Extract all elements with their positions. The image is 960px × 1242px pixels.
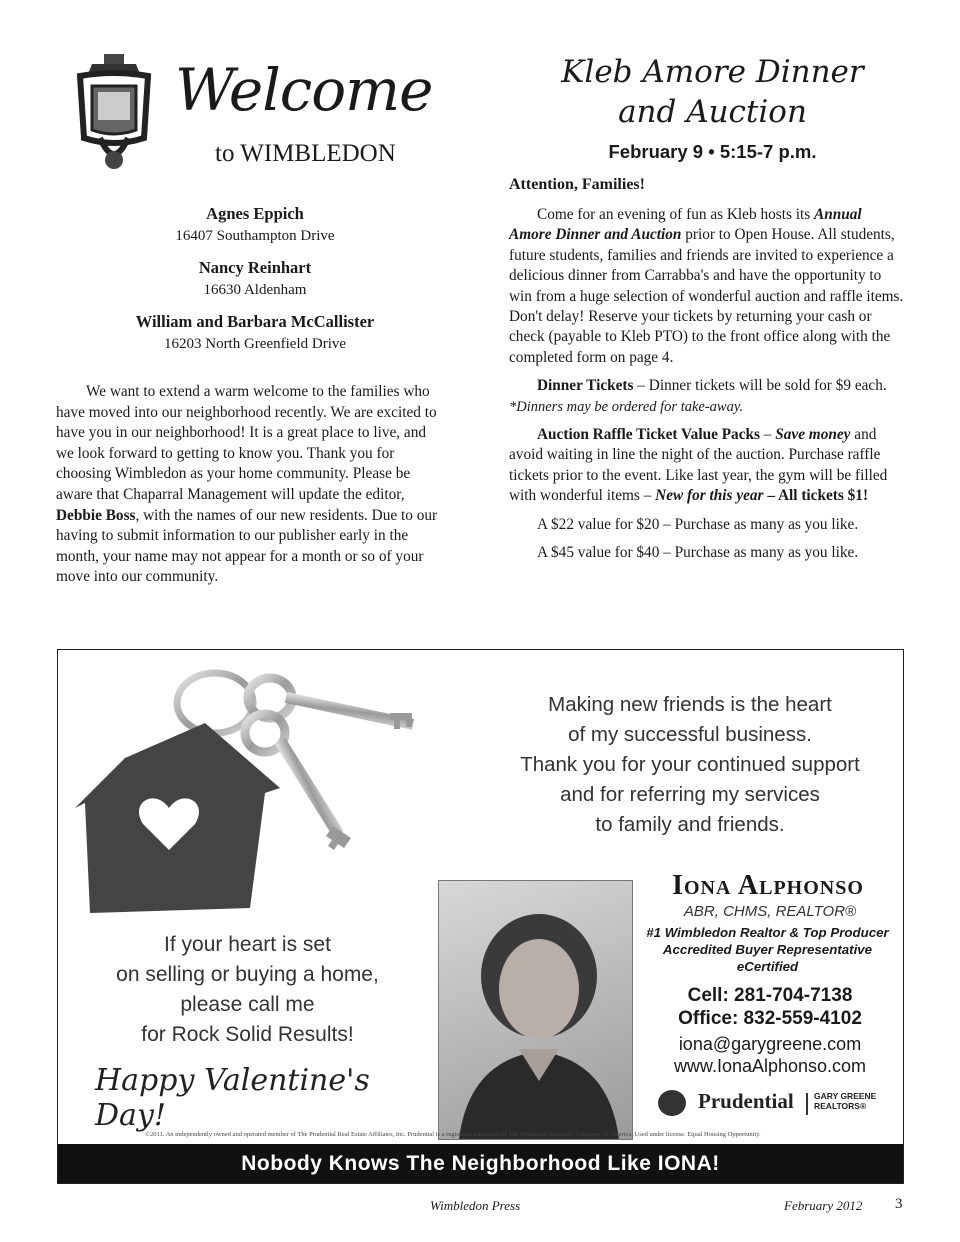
agent-titles [640,924,895,975]
agent-title-line: Accredited Buyer Representative [662,942,873,957]
footer-publication: Wimbledon Press [430,1198,521,1213]
ad-pitch-line: on selling or buying a home, [116,963,379,986]
resident-entry [105,258,405,299]
event-name-emphasis: Annual Amore Dinner and Auction [509,206,862,244]
door-knocker-icon [70,52,158,177]
ad-message-line: of my successful business. [568,723,812,746]
agent-title-line: #1 Wimbledon Realtor & Top Producer [646,925,889,940]
raffle-all: – All tickets $1! [763,487,869,505]
welcome-text-1: We want to extend a warm welcome to the families who have moved into our neighborhood recently. We are excited to have you in our neighborhood! It is a great place to live, and we look forward to getting to know you. Thank you for choosing Wimbledon as your home community. Please be aware that Chaparral Management will update the editor, [56,383,437,503]
event-title [520,52,905,132]
resident-address: 16630 Aldenham [203,282,307,298]
event-title-line-1: Kleb Amore Dinner [561,54,864,90]
resident-address: 16203 North Greenfield Drive [163,336,347,352]
ad-pitch-line: please call me [180,993,315,1016]
raffle-save: Save money [775,426,851,444]
raffle-new: New for this year [655,487,764,505]
logo-partner-line: GARY GREENE [814,1091,877,1101]
editor-name: Debbie Boss [56,506,136,524]
ad-pitch-line: If your heart is set [164,933,331,956]
prudential-logo [658,1088,878,1118]
raffle-label: Auction Raffle Ticket Value Packs [537,426,760,444]
event-text: prior to Open House. All students, future students, families and friends are invited to experience a delicious dinner from Carrabba's and have the opportunity to win from a huge selection of wonderful auction and raffle items. Don't delay! Reserve your tickets by returning your cash or check (payable to Kleb PTO) to the front office along with the completed form on page 4. [509,226,904,366]
event-title-line-2: and Auction [618,94,807,130]
agent-cell-phone[interactable]: Cell: 281-704-7138 [687,985,853,1006]
dinner-label: Dinner Tickets [537,377,634,395]
agent-credentials: ABR, CHMS, REALTOR® [683,903,857,920]
page-number: 3 [895,1196,903,1212]
resident-entry [105,312,405,353]
ad-message-line: Thank you for your continued support [520,753,860,776]
dinner-text: – Dinner tickets will be sold for $9 each. [633,377,887,395]
ad-message [440,690,940,840]
event-paragraph [509,205,907,368]
ad-message-line: and for referring my services [560,783,820,806]
resident-name: William and Barbara McCallister [135,312,375,331]
agent-office-phone[interactable]: Office: 832-559-4102 [678,1008,862,1029]
ad-pitch-line: for Rock Solid Results! [141,1023,354,1046]
raffle-paragraph [509,425,907,507]
logo-partner [814,1091,876,1111]
resident-address: 16407 Southampton Drive [175,228,335,244]
ad-pitch [80,930,415,1050]
pack-2: A $45 value for $40 – Purchase as many as you like. [537,544,859,562]
pack-1: A $22 value for $20 – Purchase as many as you like. [537,515,859,533]
resident-entry [105,204,405,245]
dinner-note: *Dinners may be ordered for take-away. [509,398,744,415]
logo-name: Prudential [698,1089,794,1113]
raffle-dash: – [759,426,776,444]
attention-heading: Attention, Families! [509,176,645,193]
agent-website[interactable]: www.IonaAlphonso.com [673,1056,867,1076]
agent-name: Iona Alphonso [672,870,864,901]
ad-message-line: Making new friends is the heart [548,693,832,716]
resident-name: Nancy Reinhart [198,258,312,277]
footer-date: February 2012 [784,1198,863,1213]
logo-divider [806,1093,808,1115]
resident-name: Agnes Eppich [206,204,304,223]
welcome-title: Welcome [175,56,433,124]
agent-title-line: eCertified [736,959,799,974]
raffle-text: and avoid waiting in line the night of the auction. Purchase raffle tickets prior to the event. Like last year, the gym will be filled with wonderful items – [509,426,888,505]
logo-partner-line: REALTORS® [814,1101,867,1111]
welcome-subtitle: to WIMBLEDON [215,140,396,167]
agent-photo [438,880,633,1140]
welcome-paragraph [56,382,441,588]
event-body [509,205,907,572]
agent-email[interactable]: iona@garygreene.com [678,1034,862,1054]
ad-disclaimer: ©2011. An independently owned and operated member of The Prudential Real Estate Affiliates, Inc. Prudential is a registered trademark of The Prudential Insurance Company of America. Used under license. Equal Housing Opportunity. [145,1131,761,1138]
welcome-text-2: , with the names of our new residents. Due to our having to submit information to our publisher early in the month, your name may not appear for a month or so of your move into our community. [56,506,438,586]
event-date: February 9 • 5:15-7 p.m. [608,141,817,162]
rock-icon [658,1090,686,1116]
valentine-greeting: Happy Valentine's Day! [95,1063,370,1133]
ad-message-line: to family and friends. [595,813,785,836]
ad-banner: Nobody Knows The Neighborhood Like IONA! [58,1144,903,1183]
dinner-paragraph [509,376,907,396]
house-keys-icon [65,658,450,923]
event-text: Come for an evening of fun as Kleb hosts its [537,206,814,223]
